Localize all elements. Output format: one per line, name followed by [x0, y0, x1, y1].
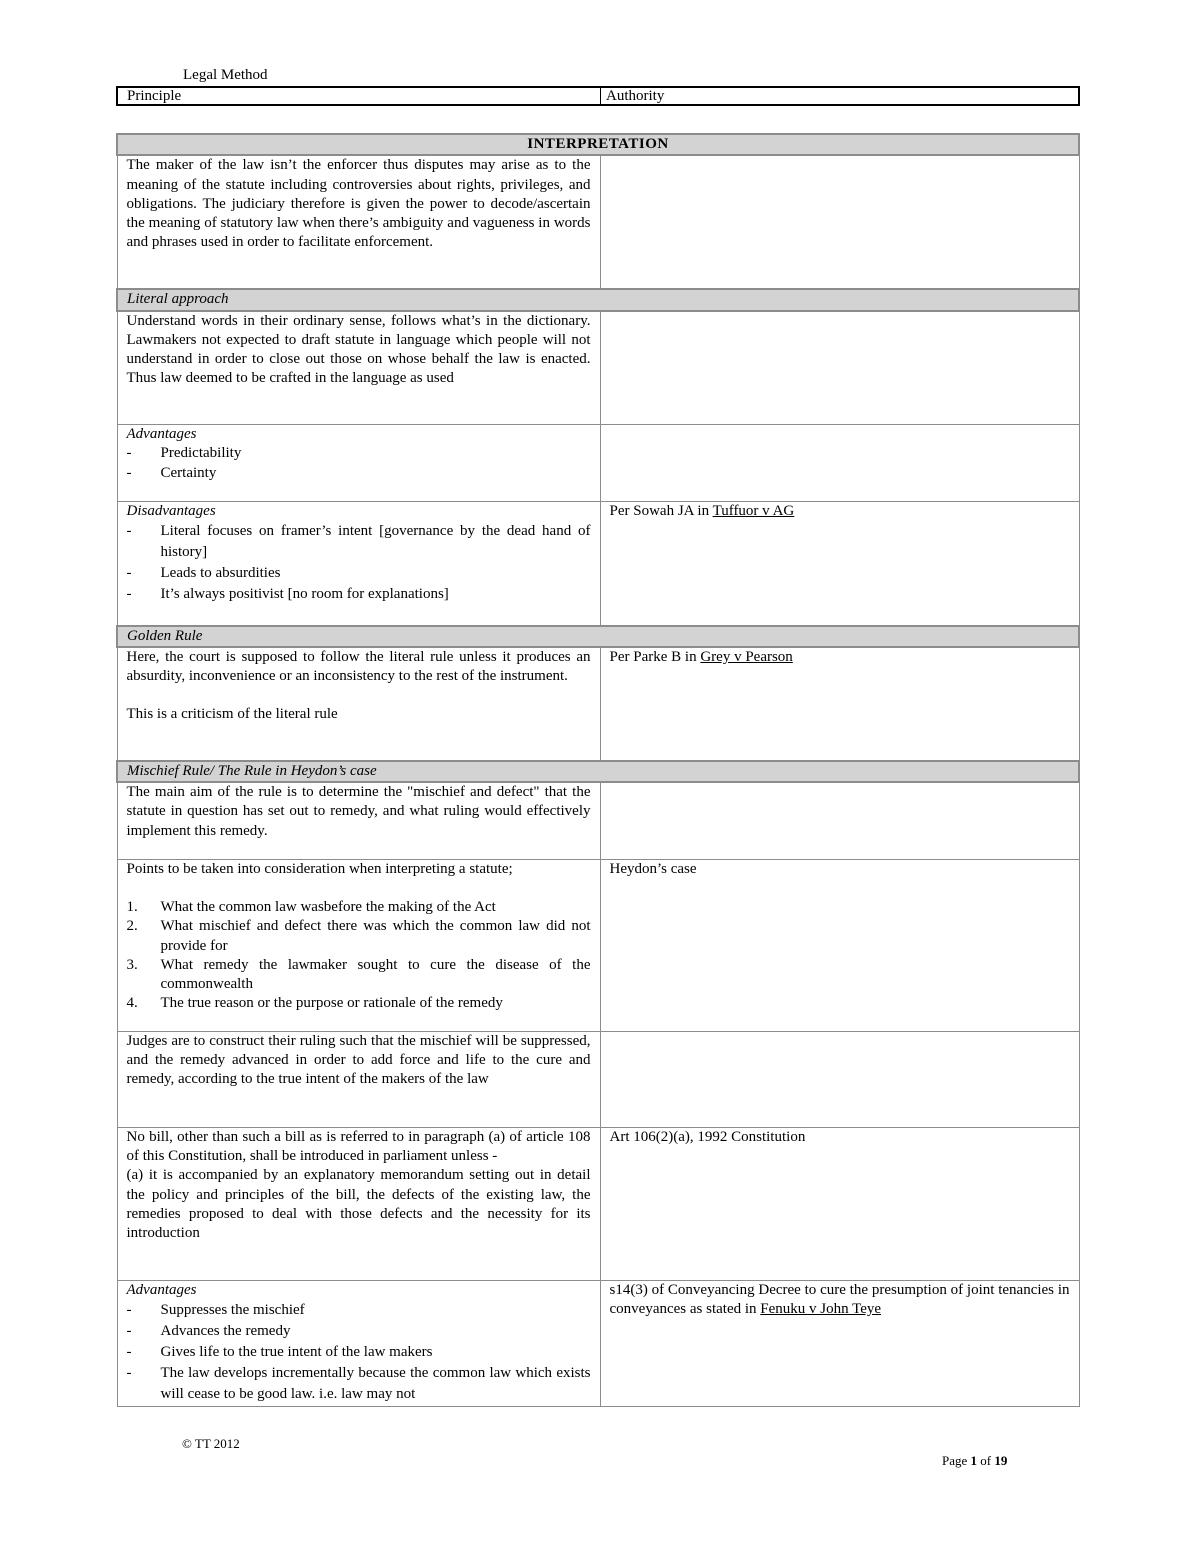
authority-cell	[600, 155, 1079, 289]
authority-cell: Per Sowah JA in Tuffuor v AG	[600, 502, 1079, 626]
section-row-mischief	[117, 761, 1079, 782]
authority-cell	[600, 1031, 1079, 1127]
list-item: 4. The true reason or the purpose or rationale of the remedy	[126, 995, 503, 1012]
case-citation-link[interactable]: Fenuku v John Teye	[760, 1300, 882, 1317]
principle-cell: Judges are to construct their ruling such that the mischief will be suppressed, and the remedy advanced in order to add force and life to the cure and remedy, according to the true intent of the makers of the law	[117, 1031, 600, 1127]
sub-heading: Advantages	[126, 426, 197, 443]
page-number: Page 1 of 19	[942, 1453, 1008, 1468]
table-row	[117, 502, 1079, 626]
list-item: - Leads to absurdities	[126, 565, 281, 582]
principle-cell: Points to be taken into consideration when interpreting a statute; 1. What the common law wasbefore the making of the Act 2. What mischief and defect there was which the common law did not provide for 3. What remedy the lawmaker sought to cure the disease of the commonwealth 4. The true reason or the purpose or rationale of the remedy	[117, 859, 600, 1031]
table-row	[117, 1127, 1079, 1280]
document-title: Legal Method	[183, 67, 268, 83]
section-title: Mischief Rule/ The Rule in Heydon’s case	[117, 761, 1079, 782]
list-item: - Advances the remedy	[126, 1322, 291, 1339]
table-row	[117, 155, 1079, 289]
list-item: - Gives life to the true intent of the law makers	[126, 1343, 433, 1360]
section-title: Literal approach	[117, 289, 1079, 310]
table-row	[117, 1280, 1079, 1406]
list-item: - The law develops incrementally because the common law which exists will cease to be good law. i.e. law may not	[126, 1364, 591, 1402]
copyright-notice: © TT 2012	[182, 1436, 240, 1451]
section-row-golden	[117, 626, 1079, 647]
header-authority: Authority	[606, 88, 665, 104]
principle-cell: The main aim of the rule is to determine the "mischief and defect" that the statute in question has set out to remedy, and what ruling would effectively implement this remedy.	[117, 782, 600, 859]
list-item: - Suppresses the mischief	[126, 1301, 305, 1318]
authority-cell: Art 106(2)(a), 1992 Constitution	[600, 1127, 1079, 1280]
table-row	[117, 647, 1079, 761]
list-item: 1. What the common law wasbefore the making of the Act	[126, 898, 496, 915]
list-item: - Literal focuses on framer’s intent [governance by the dead hand of history]	[126, 523, 591, 561]
principle-cell	[117, 425, 600, 502]
principle-cell: The maker of the law isn’t the enforcer thus disputes may arise as to the meaning of the statute including controversies about rights, privileges, and obligations. The judiciary therefore is given the power to decode/ascertain the meaning of statutory law when there’s ambiguity and vagueness in words and phrases used in order to facilitate enforcement.	[117, 155, 600, 289]
authority-cell	[600, 782, 1079, 859]
authority-cell	[600, 311, 1079, 425]
list-item: - Certainty	[126, 464, 217, 481]
authority-cell	[600, 425, 1079, 502]
section-title: INTERPRETATION	[117, 134, 1079, 155]
table-row	[117, 1031, 1079, 1127]
principle-cell	[117, 1280, 600, 1406]
sub-heading: Advantages	[126, 1281, 197, 1298]
case-citation-link[interactable]: Grey v Pearson	[700, 648, 793, 665]
list-item: - Predictability	[126, 445, 242, 462]
list-item: - It’s always positivist [no room for explanations]	[126, 586, 449, 603]
interpretation-table	[116, 133, 1080, 1407]
table-row	[117, 311, 1079, 425]
case-citation-link[interactable]: Tuffuor v AG	[712, 503, 795, 520]
principle-cell	[117, 502, 600, 626]
header-principle: Principle	[118, 88, 601, 104]
list-item: 3. What remedy the lawmaker sought to cure the disease of the commonwealth	[126, 956, 591, 993]
section-row-interpretation	[117, 134, 1079, 155]
authority-cell: s14(3) of Conveyancing Decree to cure the presumption of joint tenancies in conveyances as stated in Fenuku v John Teye	[600, 1280, 1079, 1406]
section-row-literal	[117, 289, 1079, 310]
principle-cell: No bill, other than such a bill as is referred to in paragraph (a) of article 108 of this Constitution, shall be introduced in parliament unless - (a) it is accompanied by an explanatory memorandum setting out in detail the policy and principles of the bill, the defects of the existing law, the remedies proposed to deal with those defects and the necessity for its introduction	[117, 1127, 600, 1280]
table-row	[117, 425, 1079, 502]
principle-cell: Here, the court is supposed to follow the literal rule unless it produces an absurdity, inconvenience or an inconsistency to the rest of the instrument. This is a criticism of the literal rule	[117, 647, 600, 761]
sub-heading: Disadvantages	[126, 503, 216, 520]
list-item: 2. What mischief and defect there was which the common law did not provide for	[126, 918, 591, 954]
column-header	[116, 86, 1080, 106]
authority-cell: Heydon’s case	[600, 859, 1079, 1031]
principle-cell: Understand words in their ordinary sense, follows what’s in the dictionary. Lawmakers not expected to draft statute in language which people will not understand in order to close out those on whose behalf the law is enacted. Thus law deemed to be crafted in the language as used	[117, 311, 600, 425]
table-row	[117, 782, 1079, 859]
section-title: Golden Rule	[117, 626, 1079, 647]
table-row	[117, 859, 1079, 1031]
authority-cell: Per Parke B in Grey v Pearson	[600, 647, 1079, 761]
